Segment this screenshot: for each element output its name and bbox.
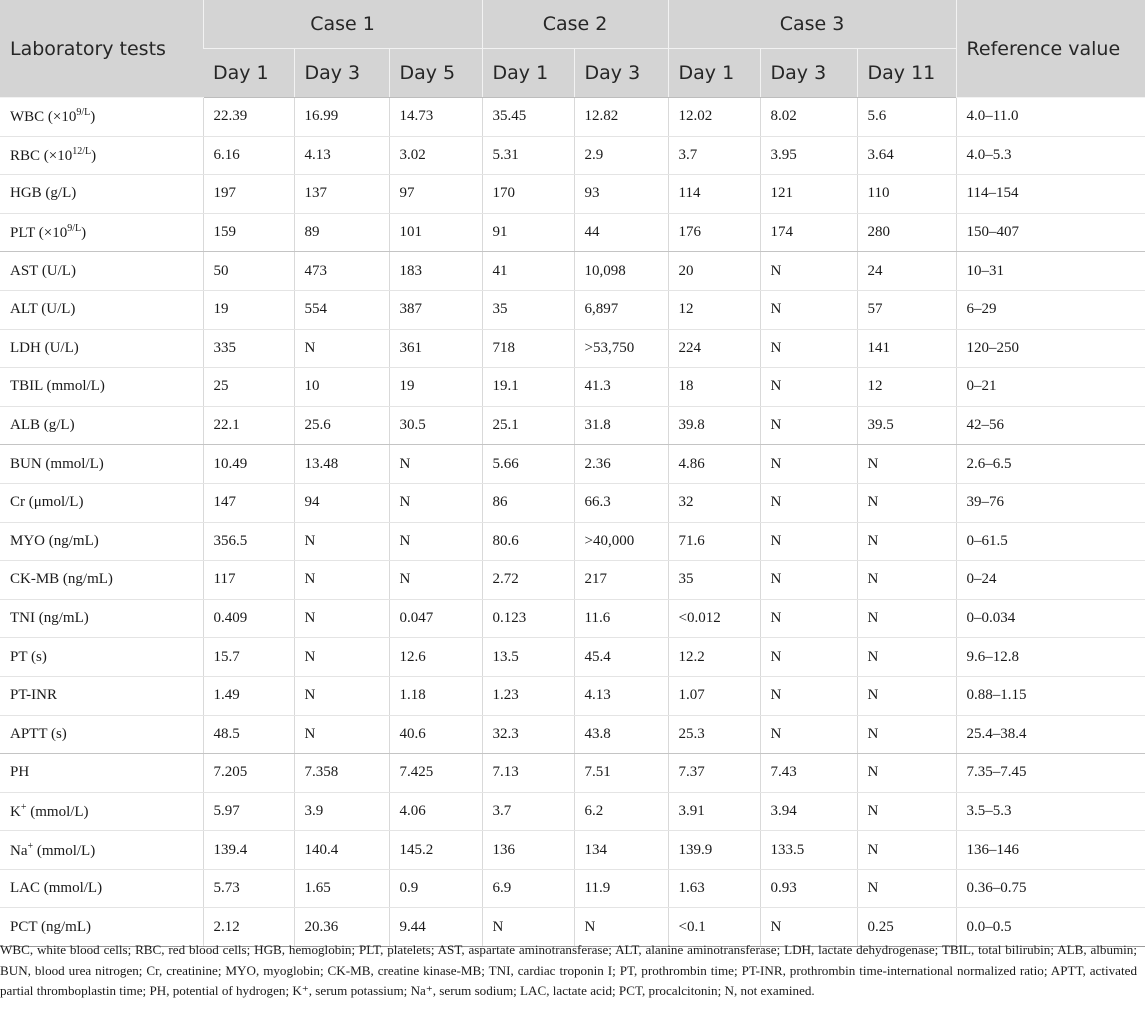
test-name-cell: AST (U/L) bbox=[0, 252, 203, 291]
value-cell: 7.358 bbox=[294, 754, 389, 793]
value-cell: 35 bbox=[482, 290, 574, 329]
table-row bbox=[0, 869, 1145, 908]
value-cell: 5.66 bbox=[482, 445, 574, 484]
value-cell: 3.64 bbox=[857, 136, 956, 175]
value-cell: 1.65 bbox=[294, 869, 389, 908]
value-cell: 91 bbox=[482, 213, 574, 252]
value-cell: 39.8 bbox=[668, 406, 760, 445]
value-cell: 7.425 bbox=[389, 754, 482, 793]
value-cell: 7.205 bbox=[203, 754, 294, 793]
test-name-cell: BUN (mmol/L) bbox=[0, 445, 203, 484]
value-cell: 25.1 bbox=[482, 406, 574, 445]
header-case-3: Case 3 bbox=[668, 0, 956, 49]
table-row bbox=[0, 98, 1145, 137]
value-cell: <0.012 bbox=[668, 599, 760, 638]
value-cell: 3.94 bbox=[760, 792, 857, 831]
value-cell: 224 bbox=[668, 329, 760, 368]
value-cell: 10.49 bbox=[203, 445, 294, 484]
value-cell: 14.73 bbox=[389, 98, 482, 137]
value-cell: 134 bbox=[574, 831, 668, 870]
value-cell: 3.9 bbox=[294, 792, 389, 831]
value-cell: 6.2 bbox=[574, 792, 668, 831]
value-cell: 12.82 bbox=[574, 98, 668, 137]
value-cell: 1.49 bbox=[203, 676, 294, 715]
value-cell: 45.4 bbox=[574, 638, 668, 677]
value-cell: 12.6 bbox=[389, 638, 482, 677]
table-row bbox=[0, 252, 1145, 291]
value-cell: 15.7 bbox=[203, 638, 294, 677]
test-name-cell: PLT $(\times 10^{9/L})$ bbox=[0, 213, 203, 252]
table-row bbox=[0, 599, 1145, 638]
value-cell: 217 bbox=[574, 561, 668, 600]
value-cell: 0.047 bbox=[389, 599, 482, 638]
value-cell: N bbox=[760, 638, 857, 677]
value-cell: 2.36 bbox=[574, 445, 668, 484]
header-day: Day 3 bbox=[294, 49, 389, 98]
value-cell: 1.18 bbox=[389, 676, 482, 715]
value-cell: 1.07 bbox=[668, 676, 760, 715]
value-cell: 25.6 bbox=[294, 406, 389, 445]
value-cell: 387 bbox=[389, 290, 482, 329]
value-cell: 32 bbox=[668, 483, 760, 522]
reference-value-cell: 10–31 bbox=[956, 252, 1145, 291]
value-cell: N bbox=[482, 908, 574, 947]
value-cell: 48.5 bbox=[203, 715, 294, 754]
value-cell: 80.6 bbox=[482, 522, 574, 561]
value-cell: 5.73 bbox=[203, 869, 294, 908]
value-cell: 10 bbox=[294, 368, 389, 407]
value-cell: 4.13 bbox=[574, 676, 668, 715]
value-cell: 2.9 bbox=[574, 136, 668, 175]
value-cell: 0.123 bbox=[482, 599, 574, 638]
value-cell: 7.37 bbox=[668, 754, 760, 793]
value-cell: 25.3 bbox=[668, 715, 760, 754]
test-name-cell: TBIL (mmol/L) bbox=[0, 368, 203, 407]
value-cell: N bbox=[389, 445, 482, 484]
reference-value-cell: 0–61.5 bbox=[956, 522, 1145, 561]
test-name-cell: PT (s) bbox=[0, 638, 203, 677]
value-cell: N bbox=[760, 561, 857, 600]
value-cell: 12.02 bbox=[668, 98, 760, 137]
value-cell: N bbox=[760, 483, 857, 522]
reference-value-cell: 3.5–5.3 bbox=[956, 792, 1145, 831]
value-cell: >40,000 bbox=[574, 522, 668, 561]
reference-value-cell: 9.6–12.8 bbox=[956, 638, 1145, 677]
test-name-cell: LAC (mmol/L) bbox=[0, 869, 203, 908]
value-cell: N bbox=[389, 483, 482, 522]
value-cell: 139.4 bbox=[203, 831, 294, 870]
value-cell: 39.5 bbox=[857, 406, 956, 445]
header-day: Day 3 bbox=[574, 49, 668, 98]
value-cell: 554 bbox=[294, 290, 389, 329]
header-day: Day 3 bbox=[760, 49, 857, 98]
value-cell: 140.4 bbox=[294, 831, 389, 870]
value-cell: 24 bbox=[857, 252, 956, 291]
value-cell: 718 bbox=[482, 329, 574, 368]
reference-value-cell: 0.36–0.75 bbox=[956, 869, 1145, 908]
value-cell: 117 bbox=[203, 561, 294, 600]
value-cell: 2.12 bbox=[203, 908, 294, 947]
value-cell: N bbox=[760, 522, 857, 561]
reference-value-cell: 6–29 bbox=[956, 290, 1145, 329]
value-cell: 335 bbox=[203, 329, 294, 368]
reference-value-cell: 114–154 bbox=[956, 175, 1145, 214]
reference-value-cell: 7.35–7.45 bbox=[956, 754, 1145, 793]
table-row bbox=[0, 522, 1145, 561]
test-name-cell: Cr (μmol/L) bbox=[0, 483, 203, 522]
value-cell: N bbox=[389, 522, 482, 561]
reference-value-cell: 120–250 bbox=[956, 329, 1145, 368]
value-cell: 183 bbox=[389, 252, 482, 291]
value-cell: N bbox=[294, 329, 389, 368]
value-cell: 280 bbox=[857, 213, 956, 252]
value-cell: N bbox=[294, 561, 389, 600]
value-cell: 12.2 bbox=[668, 638, 760, 677]
reference-value-cell: 150–407 bbox=[956, 213, 1145, 252]
value-cell: N bbox=[760, 676, 857, 715]
value-cell: 19 bbox=[203, 290, 294, 329]
value-cell: 473 bbox=[294, 252, 389, 291]
value-cell: N bbox=[857, 869, 956, 908]
value-cell: 44 bbox=[574, 213, 668, 252]
value-cell: 89 bbox=[294, 213, 389, 252]
value-cell: N bbox=[857, 445, 956, 484]
value-cell: N bbox=[857, 754, 956, 793]
value-cell: N bbox=[760, 406, 857, 445]
value-cell: 6.9 bbox=[482, 869, 574, 908]
table-row bbox=[0, 175, 1145, 214]
table-row bbox=[0, 136, 1145, 175]
test-name-cell: PH bbox=[0, 754, 203, 793]
value-cell: 35 bbox=[668, 561, 760, 600]
test-name-cell: APTT (s) bbox=[0, 715, 203, 754]
header-day: Day 1 bbox=[668, 49, 760, 98]
table-row bbox=[0, 213, 1145, 252]
value-cell: N bbox=[760, 368, 857, 407]
value-cell: N bbox=[294, 599, 389, 638]
value-cell: N bbox=[294, 638, 389, 677]
value-cell: 114 bbox=[668, 175, 760, 214]
reference-value-cell: 0–24 bbox=[956, 561, 1145, 600]
value-cell: N bbox=[857, 831, 956, 870]
value-cell: N bbox=[857, 676, 956, 715]
value-cell: 356.5 bbox=[203, 522, 294, 561]
test-name-cell: Na+ (mmol/L) bbox=[0, 831, 203, 870]
value-cell: 5.31 bbox=[482, 136, 574, 175]
value-cell: 3.7 bbox=[668, 136, 760, 175]
value-cell: 159 bbox=[203, 213, 294, 252]
value-cell: 19 bbox=[389, 368, 482, 407]
value-cell: 41.3 bbox=[574, 368, 668, 407]
value-cell: 3.91 bbox=[668, 792, 760, 831]
table-row bbox=[0, 831, 1145, 870]
value-cell: N bbox=[389, 561, 482, 600]
value-cell: 136 bbox=[482, 831, 574, 870]
value-cell: 6,897 bbox=[574, 290, 668, 329]
value-cell: N bbox=[857, 792, 956, 831]
value-cell: 6.16 bbox=[203, 136, 294, 175]
value-cell: 174 bbox=[760, 213, 857, 252]
value-cell: 43.8 bbox=[574, 715, 668, 754]
value-cell: 4.86 bbox=[668, 445, 760, 484]
test-name-cell: WBC $(\times 10^{9/L})$ bbox=[0, 98, 203, 137]
value-cell: 3.95 bbox=[760, 136, 857, 175]
header-laboratory-tests: Laboratory tests bbox=[0, 0, 203, 98]
reference-value-cell: 136–146 bbox=[956, 831, 1145, 870]
value-cell: 11.9 bbox=[574, 869, 668, 908]
reference-value-cell: 25.4–38.4 bbox=[956, 715, 1145, 754]
header-row-cases bbox=[0, 0, 1145, 49]
header-day: Day 1 bbox=[482, 49, 574, 98]
value-cell: >53,750 bbox=[574, 329, 668, 368]
value-cell: 0.93 bbox=[760, 869, 857, 908]
value-cell: 20.36 bbox=[294, 908, 389, 947]
value-cell: 30.5 bbox=[389, 406, 482, 445]
header-day: Day 1 bbox=[203, 49, 294, 98]
value-cell: 7.43 bbox=[760, 754, 857, 793]
value-cell: 9.44 bbox=[389, 908, 482, 947]
value-cell: 8.02 bbox=[760, 98, 857, 137]
value-cell: N bbox=[294, 522, 389, 561]
table-row bbox=[0, 792, 1145, 831]
table-body bbox=[0, 98, 1145, 947]
value-cell: 18 bbox=[668, 368, 760, 407]
value-cell: 1.63 bbox=[668, 869, 760, 908]
value-cell: 4.06 bbox=[389, 792, 482, 831]
table-footnote: WBC, white blood cells; RBC, red blood cells; HGB, hemoglobin; PLT, platelets; AST, aspartate aminotransferase; ALT, alanine aminotransferase; LDH, lactate dehydrogenase; TBIL, total bilirubin; ALB, albumin; BUN, blood urea nitrogen; Cr, creatinine; MYO, myoglobin; CK-MB, creatine kinase-MB; TNI, cardiac troponin I; PT, prothrombin time; PT-INR, prothrombin time-international normalized ratio; APTT, activated partial thromboplastin time; PH, potential of hydrogen; K⁺, serum potassium; Na⁺, serum sodium; LAC, lactate acid; PCT, procalcitonin; N, not examined. bbox=[0, 942, 1137, 998]
value-cell: N bbox=[760, 908, 857, 947]
value-cell: 86 bbox=[482, 483, 574, 522]
value-cell: 97 bbox=[389, 175, 482, 214]
test-name-cell: TNI (ng/mL) bbox=[0, 599, 203, 638]
table-row bbox=[0, 406, 1145, 445]
table-row bbox=[0, 290, 1145, 329]
value-cell: 176 bbox=[668, 213, 760, 252]
value-cell: 20 bbox=[668, 252, 760, 291]
value-cell: 145.2 bbox=[389, 831, 482, 870]
value-cell: 93 bbox=[574, 175, 668, 214]
table-row bbox=[0, 754, 1145, 793]
test-name-cell: HGB (g/L) bbox=[0, 175, 203, 214]
table-row bbox=[0, 638, 1145, 677]
value-cell: 141 bbox=[857, 329, 956, 368]
value-cell: 50 bbox=[203, 252, 294, 291]
value-cell: N bbox=[760, 445, 857, 484]
table-row bbox=[0, 368, 1145, 407]
reference-value-cell: 4.0–5.3 bbox=[956, 136, 1145, 175]
value-cell: 40.6 bbox=[389, 715, 482, 754]
table-row bbox=[0, 483, 1145, 522]
value-cell: 13.5 bbox=[482, 638, 574, 677]
test-name-cell: LDH (U/L) bbox=[0, 329, 203, 368]
value-cell: 133.5 bbox=[760, 831, 857, 870]
reference-value-cell: 4.0–11.0 bbox=[956, 98, 1145, 137]
value-cell: 1.23 bbox=[482, 676, 574, 715]
value-cell: 12 bbox=[668, 290, 760, 329]
header-day: Day 11 bbox=[857, 49, 956, 98]
reference-value-cell: 42–56 bbox=[956, 406, 1145, 445]
value-cell: 71.6 bbox=[668, 522, 760, 561]
test-name-cell: PCT (ng/mL) bbox=[0, 908, 203, 947]
header-case-2: Case 2 bbox=[482, 0, 668, 49]
value-cell: N bbox=[294, 676, 389, 715]
value-cell: N bbox=[294, 715, 389, 754]
test-name-cell: CK-MB (ng/mL) bbox=[0, 561, 203, 600]
value-cell: 147 bbox=[203, 483, 294, 522]
value-cell: 22.39 bbox=[203, 98, 294, 137]
table-row bbox=[0, 676, 1145, 715]
value-cell: 121 bbox=[760, 175, 857, 214]
value-cell: 2.72 bbox=[482, 561, 574, 600]
test-name-cell: MYO (ng/mL) bbox=[0, 522, 203, 561]
value-cell: 12 bbox=[857, 368, 956, 407]
value-cell: N bbox=[760, 329, 857, 368]
reference-value-cell: 0.88–1.15 bbox=[956, 676, 1145, 715]
test-name-cell: RBC $(\times 10^{12/L})$ bbox=[0, 136, 203, 175]
value-cell: 110 bbox=[857, 175, 956, 214]
value-cell: 0.9 bbox=[389, 869, 482, 908]
header-reference-value: Reference value bbox=[956, 0, 1145, 98]
header-day: Day 5 bbox=[389, 49, 482, 98]
test-name-cell: ALT (U/L) bbox=[0, 290, 203, 329]
test-name-cell: PT-INR bbox=[0, 676, 203, 715]
table-row bbox=[0, 329, 1145, 368]
value-cell: N bbox=[760, 715, 857, 754]
value-cell: 25 bbox=[203, 368, 294, 407]
value-cell: 13.48 bbox=[294, 445, 389, 484]
value-cell: 35.45 bbox=[482, 98, 574, 137]
value-cell: N bbox=[857, 599, 956, 638]
value-cell: N bbox=[760, 290, 857, 329]
value-cell: 32.3 bbox=[482, 715, 574, 754]
reference-value-cell: 0–0.034 bbox=[956, 599, 1145, 638]
test-name-cell: K+ (mmol/L) bbox=[0, 792, 203, 831]
value-cell: <0.1 bbox=[668, 908, 760, 947]
value-cell: N bbox=[857, 561, 956, 600]
value-cell: N bbox=[857, 715, 956, 754]
value-cell: 139.9 bbox=[668, 831, 760, 870]
value-cell: 57 bbox=[857, 290, 956, 329]
value-cell: 361 bbox=[389, 329, 482, 368]
value-cell: 7.13 bbox=[482, 754, 574, 793]
value-cell: 170 bbox=[482, 175, 574, 214]
value-cell: 22.1 bbox=[203, 406, 294, 445]
value-cell: N bbox=[760, 599, 857, 638]
value-cell: 10,098 bbox=[574, 252, 668, 291]
value-cell: 4.13 bbox=[294, 136, 389, 175]
value-cell: 19.1 bbox=[482, 368, 574, 407]
value-cell: 101 bbox=[389, 213, 482, 252]
table-row bbox=[0, 445, 1145, 484]
test-name-cell: ALB (g/L) bbox=[0, 406, 203, 445]
table-row bbox=[0, 715, 1145, 754]
header-case-1: Case 1 bbox=[203, 0, 482, 49]
value-cell: 0.409 bbox=[203, 599, 294, 638]
value-cell: N bbox=[760, 252, 857, 291]
value-cell: 11.6 bbox=[574, 599, 668, 638]
value-cell: 0.25 bbox=[857, 908, 956, 947]
value-cell: N bbox=[857, 522, 956, 561]
reference-value-cell: 2.6–6.5 bbox=[956, 445, 1145, 484]
value-cell: N bbox=[574, 908, 668, 947]
value-cell: 5.97 bbox=[203, 792, 294, 831]
value-cell: 3.02 bbox=[389, 136, 482, 175]
value-cell: 137 bbox=[294, 175, 389, 214]
value-cell: 16.99 bbox=[294, 98, 389, 137]
reference-value-cell: 0–21 bbox=[956, 368, 1145, 407]
reference-value-cell: 0.0–0.5 bbox=[956, 908, 1145, 947]
value-cell: 197 bbox=[203, 175, 294, 214]
reference-value-cell: 39–76 bbox=[956, 483, 1145, 522]
value-cell: 41 bbox=[482, 252, 574, 291]
value-cell: N bbox=[857, 483, 956, 522]
table-row bbox=[0, 561, 1145, 600]
value-cell: 66.3 bbox=[574, 483, 668, 522]
value-cell: N bbox=[857, 638, 956, 677]
value-cell: 5.6 bbox=[857, 98, 956, 137]
value-cell: 3.7 bbox=[482, 792, 574, 831]
value-cell: 31.8 bbox=[574, 406, 668, 445]
value-cell: 94 bbox=[294, 483, 389, 522]
value-cell: 7.51 bbox=[574, 754, 668, 793]
